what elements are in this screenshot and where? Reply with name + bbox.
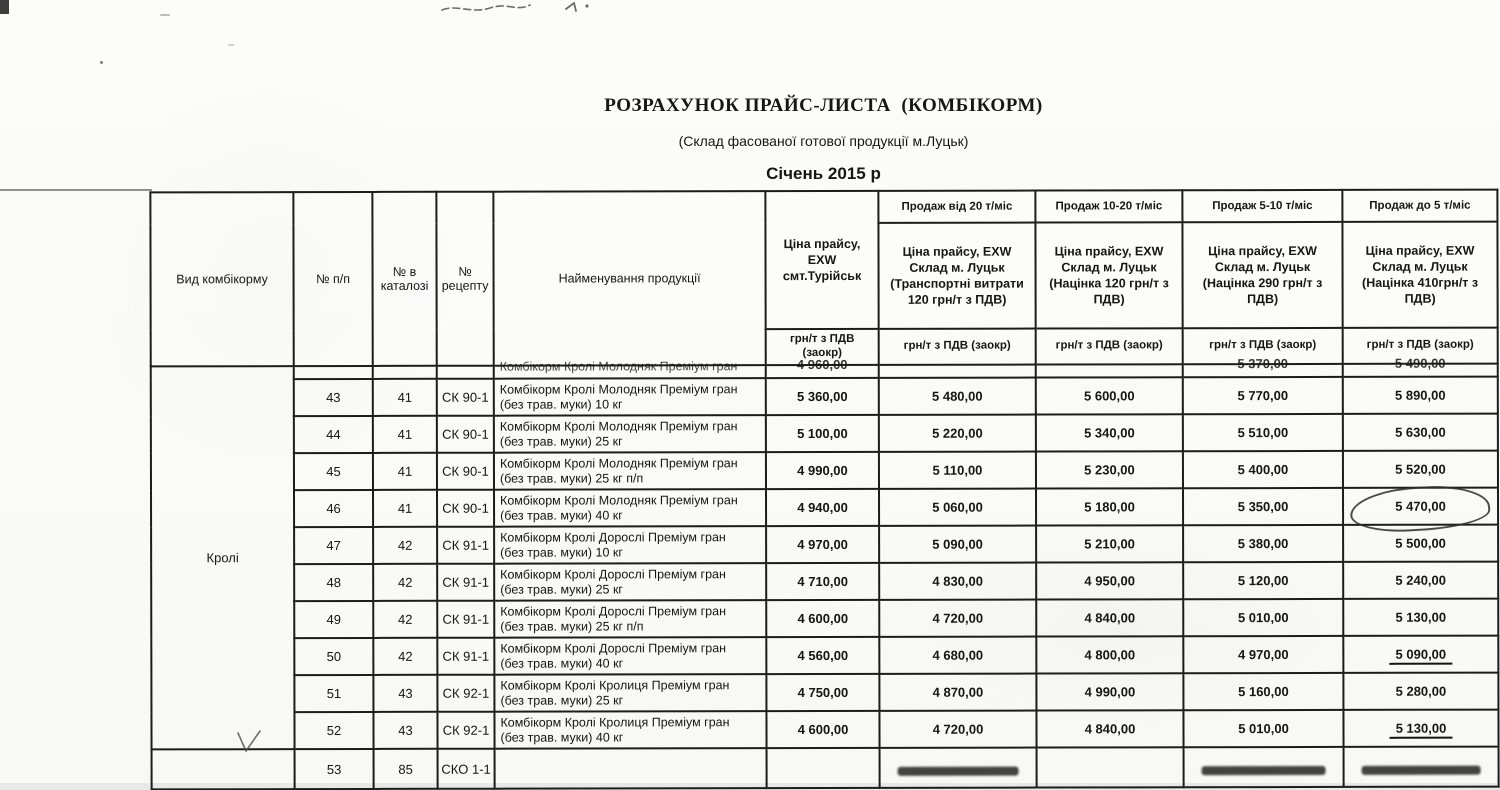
scan-speck <box>228 44 234 46</box>
price-text: 4 710,00 <box>797 574 848 589</box>
product-name-line2: (без трав. муки) 25 кг <box>500 434 761 450</box>
price-value <box>879 489 1036 526</box>
product-name <box>494 637 766 675</box>
price-text: 4 840,00 <box>1084 610 1135 625</box>
col-header-row-number: № п/п <box>293 192 372 366</box>
product-name-line1: Комбікорм Кролі Кролиця Преміум гран <box>500 678 761 694</box>
price-value <box>1036 673 1183 710</box>
row-number: 45 <box>294 453 373 490</box>
table-row <box>151 710 1498 750</box>
price-text: 5 360,00 <box>797 389 848 404</box>
price-value <box>1036 525 1183 562</box>
price-text: 5 130,00 <box>1390 721 1453 739</box>
price-value <box>1343 710 1498 747</box>
price-text: 4 940,00 <box>797 500 848 515</box>
price-value <box>1036 710 1183 747</box>
price-text: 5 010,00 <box>1238 721 1289 736</box>
catalog-number: 41 <box>373 416 437 453</box>
recipe-number: СК 90-1 <box>437 490 494 527</box>
scan-corner-artifact <box>0 0 9 14</box>
row-number: 44 <box>294 416 373 453</box>
price-text: 5 220,00 <box>932 426 983 441</box>
unit-label: грн/т з ПДВ (заокр) <box>879 329 1036 365</box>
table-row <box>151 636 1498 676</box>
price-text: 5 210,00 <box>1084 536 1135 551</box>
col-header-price-lutsk-markup-290: Ціна прайсу, EXW Склад м. Луцьк (Націнка 290 грн/т з ПДВ) <box>1182 222 1342 328</box>
price-text: 5 500,00 <box>1395 536 1446 551</box>
recipe-number: СКО 1-1 <box>438 749 495 789</box>
table-row <box>151 562 1498 602</box>
price-text: 5 100,00 <box>797 426 848 441</box>
unit-label: грн/т з ПДВ (заокр) <box>766 329 879 365</box>
product-name <box>494 415 766 453</box>
price-text: 5 120,00 <box>1238 573 1289 588</box>
price-fragment <box>1343 364 1498 377</box>
col-header-price-lutsk-markup-120: Ціна прайсу, EXW Склад м. Луцьк (Націнка 120 грн/т з ПДВ) <box>1035 222 1182 328</box>
row-number: 47 <box>294 527 373 564</box>
catalog-number: 42 <box>373 638 437 675</box>
table-row <box>151 599 1498 639</box>
recipe-number: СК 92-1 <box>437 712 494 749</box>
empty-cell <box>373 366 437 379</box>
recipe-number: СК 90-1 <box>437 416 494 453</box>
price-value <box>879 378 1036 415</box>
category-cell <box>152 749 295 789</box>
price-text: 5 280,00 <box>1396 684 1447 699</box>
product-name-line2: (без трав. муки) 40 кг <box>500 656 761 672</box>
clipped-text: 5 490,00 <box>1344 356 1497 371</box>
price-text: 5 090,00 <box>932 537 983 552</box>
group-header-sale-5-10: Продаж 5-10 т/міс <box>1182 190 1342 222</box>
price-value <box>1183 377 1343 414</box>
price-table <box>149 189 1499 790</box>
product-name-line1: Комбікорм Кролі Кролиця Преміум гран <box>500 715 761 731</box>
product-name <box>494 526 766 564</box>
price-fragment <box>879 365 1036 378</box>
price-value <box>1183 710 1343 747</box>
price-value <box>766 563 879 600</box>
price-text: 5 090,00 <box>1390 647 1453 665</box>
category-label: Кролі <box>207 550 239 565</box>
scan-speck <box>100 61 103 64</box>
recipe-number: СК 90-1 <box>437 379 494 416</box>
price-value <box>1183 414 1343 451</box>
product-name-line1: Комбікорм Кролі Молодняк Преміум гран <box>500 493 761 509</box>
price-text: 4 750,00 <box>798 685 849 700</box>
price-value <box>879 711 1036 748</box>
group-header-sale-over-20: Продаж від 20 т/міс <box>878 191 1035 223</box>
price-text: 4 970,00 <box>797 537 848 552</box>
catalog-number: 85 <box>374 749 438 789</box>
price-text: 5 400,00 <box>1238 462 1289 477</box>
price-text: 5 230,00 <box>1084 462 1135 477</box>
col-header-price-lutsk-transport: Ціна прайсу, EXW Склад м. Луцьк (Транспортні витрати 120 грн/т з ПДВ) <box>878 223 1035 329</box>
table-row <box>151 525 1498 565</box>
period-label: Січень 2015 р <box>150 164 1497 184</box>
price-value <box>766 600 879 637</box>
price-value <box>879 526 1036 563</box>
price-text: 4 990,00 <box>1085 684 1136 699</box>
price-value <box>1036 377 1183 414</box>
price-value <box>766 711 879 748</box>
price-value <box>1036 414 1183 451</box>
price-fragment <box>1183 364 1343 377</box>
price-fragment <box>1036 364 1183 377</box>
catalog-number: 42 <box>373 601 437 638</box>
price-value <box>1343 451 1498 488</box>
row-number: 49 <box>294 601 373 638</box>
product-name <box>494 489 766 527</box>
row-number: 43 <box>294 379 373 416</box>
price-value <box>879 452 1036 489</box>
price-text: 5 380,00 <box>1238 536 1289 551</box>
price-value <box>1036 451 1183 488</box>
product-name-line1: Комбікорм Кролі Дорослі Преміум гран <box>500 604 761 620</box>
price-text: 4 990,00 <box>797 463 848 478</box>
price-value <box>1036 488 1183 525</box>
price-value <box>1183 599 1343 636</box>
price-text: 5 480,00 <box>932 389 983 404</box>
price-value <box>1183 562 1343 599</box>
product-name <box>495 748 767 789</box>
price-text: 5 470,00 <box>1395 499 1446 514</box>
empty-cell <box>437 366 494 379</box>
page-title: РОЗРАХУНОК ПРАЙС-ЛИСТА (КОМБІКОРМ) <box>150 95 1497 117</box>
price-value <box>1343 673 1498 710</box>
clipped-text: Комбікорм Кролі Молодняк Преміум гран <box>500 359 738 373</box>
recipe-number: СК 91-1 <box>437 527 494 564</box>
ink-smudge-artifact <box>1361 766 1480 775</box>
clipped-text: 5 370,00 <box>1184 356 1342 371</box>
category-cell <box>151 366 295 749</box>
unit-label: грн/т з ПДВ (заокр) <box>1343 328 1498 364</box>
price-value <box>1183 488 1343 525</box>
product-name-line2: (без трав. муки) 25 кг <box>500 693 761 709</box>
product-name-line1: Комбікорм Кролі Молодняк Преміум гран <box>500 382 761 398</box>
product-name-line2: (без трав. муки) 40 кг <box>501 730 762 746</box>
price-text: 4 560,00 <box>798 648 849 663</box>
ink-smudge-artifact <box>1202 766 1325 775</box>
price-text: 4 870,00 <box>933 685 984 700</box>
price-value <box>1343 488 1498 525</box>
price-value <box>1343 414 1498 451</box>
price-value <box>1184 747 1344 787</box>
price-value <box>1343 377 1498 414</box>
price-text: 5 600,00 <box>1084 388 1135 403</box>
price-value <box>1036 562 1183 599</box>
price-text: 5 160,00 <box>1238 684 1289 699</box>
price-text: 5 240,00 <box>1395 573 1446 588</box>
product-name <box>494 563 766 601</box>
price-fragment <box>766 365 879 378</box>
product-name-line2: (без трав. муки) 25 кг <box>500 582 761 598</box>
page-subtitle: (Склад фасованої готової продукції м.Луцьк) <box>150 133 1497 149</box>
handwritten-checkmark-icon <box>236 731 264 755</box>
price-text: 4 680,00 <box>933 648 984 663</box>
product-name-line1: Комбікорм Кролі Дорослі Преміум гран <box>500 567 761 583</box>
col-header-feed-type: Вид комбікорму <box>150 192 293 366</box>
product-name <box>494 711 766 749</box>
price-value <box>766 674 879 711</box>
price-value <box>766 637 879 674</box>
table-row <box>151 377 1498 417</box>
price-text: 4 830,00 <box>932 574 983 589</box>
price-value <box>1036 599 1183 636</box>
unit-label: грн/т з ПДВ (заокр) <box>1036 328 1183 364</box>
col-header-product-name: Найменування продукції <box>493 191 765 366</box>
product-name-line1: Комбікорм Кролі Молодняк Преміум гран <box>500 419 761 435</box>
product-name <box>494 452 766 490</box>
handwritten-scribble <box>438 0 608 18</box>
price-value <box>880 748 1037 788</box>
price-text: 4 800,00 <box>1085 647 1136 662</box>
clipped-text: 4 960,00 <box>767 357 878 372</box>
scan-line-artifact <box>0 189 152 191</box>
product-name-line2: (без трав. муки) 25 кг п/п <box>500 471 761 487</box>
product-name-line2: (без трав. муки) 25 кг п/п <box>500 619 761 635</box>
group-header-sale-under-5: Продаж до 5 т/міс <box>1342 190 1497 222</box>
price-text: 5 010,00 <box>1238 610 1289 625</box>
row-number: 51 <box>294 675 373 712</box>
recipe-number: СК 91-1 <box>437 601 494 638</box>
price-value <box>766 415 879 452</box>
row-number: 46 <box>294 490 373 527</box>
price-value <box>1343 525 1498 562</box>
row-number: 53 <box>295 749 374 789</box>
recipe-number: СК 92-1 <box>437 675 494 712</box>
row-number: 50 <box>294 638 373 675</box>
catalog-number: 41 <box>373 453 437 490</box>
price-value <box>767 748 880 788</box>
price-value <box>1343 636 1498 673</box>
table-row <box>151 673 1498 713</box>
price-value <box>879 600 1036 637</box>
product-name-line2: (без трав. муки) 40 кг <box>500 508 761 524</box>
ink-smudge-artifact <box>898 767 1019 776</box>
row-number: 48 <box>294 564 373 601</box>
price-text: 5 340,00 <box>1084 425 1135 440</box>
price-text: 5 180,00 <box>1084 499 1135 514</box>
product-name-line1: Комбікорм Кролі Молодняк Преміум гран <box>500 456 761 472</box>
empty-cell <box>294 366 373 379</box>
scan-speck <box>160 14 170 16</box>
product-name-line1: Комбікорм Кролі Дорослі Преміум гран <box>500 641 761 657</box>
group-header-sale-10-20: Продаж 10-20 т/міс <box>1035 190 1182 222</box>
price-value <box>766 489 879 526</box>
price-value <box>1344 747 1499 787</box>
product-name-line2: (без трав. муки) 10 кг <box>500 545 761 561</box>
price-value <box>1183 451 1343 488</box>
price-value <box>879 637 1036 674</box>
price-text: 5 510,00 <box>1238 425 1289 440</box>
col-header-price-exw: Ціна прайсу, EXW смт.Турійськ <box>765 191 878 329</box>
price-value <box>879 563 1036 600</box>
price-value <box>1037 747 1184 787</box>
price-text: 5 110,00 <box>932 463 982 478</box>
price-text: 4 600,00 <box>798 722 849 737</box>
catalog-number: 42 <box>373 564 437 601</box>
price-value <box>1343 562 1498 599</box>
table-row <box>151 488 1498 528</box>
recipe-number: СК 91-1 <box>437 564 494 601</box>
catalog-number: 43 <box>373 675 437 712</box>
price-text: 5 520,00 <box>1395 462 1446 477</box>
price-text: 4 840,00 <box>1085 721 1136 736</box>
catalog-number: 41 <box>373 490 437 527</box>
price-value <box>879 415 1036 452</box>
price-text: 4 600,00 <box>797 611 848 626</box>
price-text: 5 770,00 <box>1237 388 1288 403</box>
recipe-number: СК 90-1 <box>437 453 494 490</box>
price-value <box>1343 599 1498 636</box>
price-text: 4 970,00 <box>1238 647 1289 662</box>
product-name-line2: (без трав. муки) 10 кг <box>500 397 761 413</box>
header-group-row <box>150 190 1497 225</box>
price-value <box>1183 636 1343 673</box>
table-row <box>151 451 1498 491</box>
price-text: 4 950,00 <box>1084 573 1135 588</box>
price-text: 5 630,00 <box>1395 425 1446 440</box>
product-name-line1: Комбікорм Кролі Дорослі Преміум гран <box>500 530 761 546</box>
product-name <box>494 378 766 416</box>
price-text: 5 890,00 <box>1395 388 1446 403</box>
price-text: 4 720,00 <box>933 722 984 737</box>
price-value <box>1036 636 1183 673</box>
product-name-fragment <box>494 365 766 379</box>
unit-label: грн/т з ПДВ (заокр) <box>1183 328 1343 364</box>
catalog-number: 43 <box>373 712 437 749</box>
catalog-number: 42 <box>373 527 437 564</box>
table-row <box>151 414 1498 454</box>
catalog-number: 41 <box>373 379 437 416</box>
price-value <box>879 674 1036 711</box>
col-header-price-lutsk-markup-410: Ціна прайсу, EXW Склад м. Луцьк (Націнка 410грн/т з ПДВ) <box>1342 222 1497 328</box>
product-name <box>494 600 766 638</box>
price-value <box>766 526 879 563</box>
col-header-catalog-number: № в каталозі <box>372 192 436 366</box>
price-value <box>1183 673 1343 710</box>
price-value <box>1183 525 1343 562</box>
price-text: 4 720,00 <box>932 611 983 626</box>
row-number: 52 <box>294 712 373 749</box>
price-text: 5 060,00 <box>932 500 983 515</box>
col-header-recipe-number: № рецепту <box>436 192 493 366</box>
recipe-number: СК 91-1 <box>437 638 494 675</box>
price-text: 5 350,00 <box>1238 499 1289 514</box>
price-value <box>766 378 879 415</box>
table-row-partial-bottom <box>152 747 1499 790</box>
price-text: 5 130,00 <box>1395 610 1446 625</box>
product-name <box>494 674 766 712</box>
price-value <box>766 452 879 489</box>
